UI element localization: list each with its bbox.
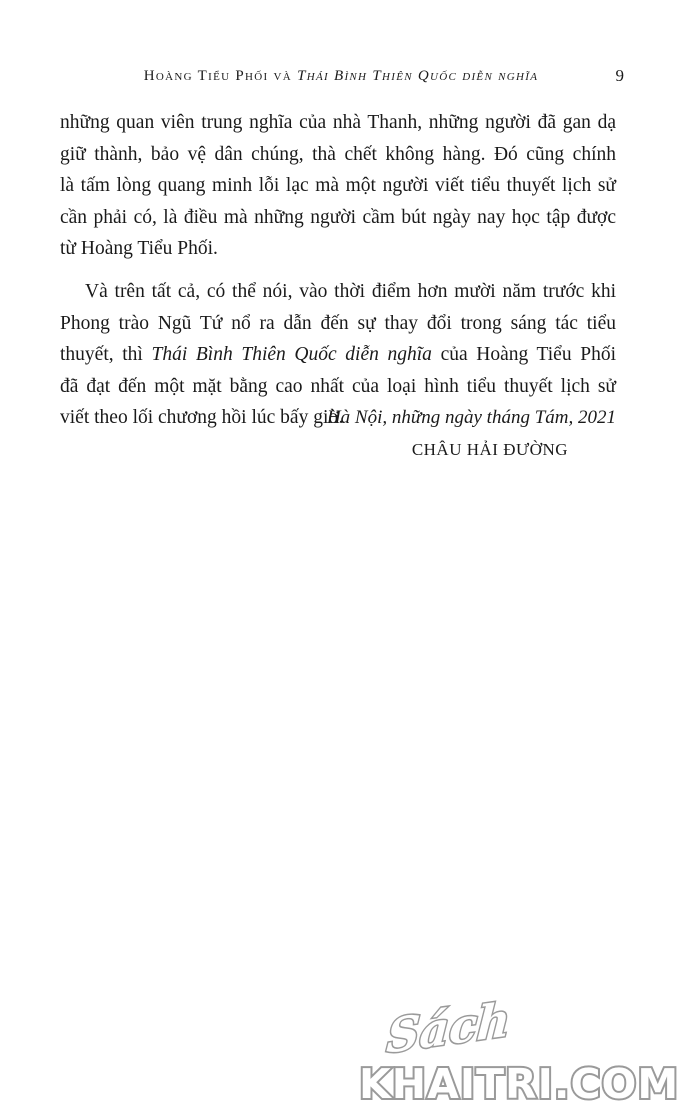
signoff-date: Hà Nội, những ngày tháng Tám, 2021 — [326, 407, 616, 428]
watermark-script-text: Sách — [385, 991, 513, 1064]
text-line: là tấm lòng quang minh lỗi lạc mà một người viết tiểu thuyết lịch sử — [60, 175, 616, 197]
paragraph-1 — [60, 107, 616, 265]
text-line-with-title — [60, 339, 616, 371]
watermark-wordmark: KHAITRI.COM — [359, 1060, 680, 1108]
signoff-author: CHÂU HẢI ĐƯỜNG — [411, 440, 568, 459]
watermark-logo — [345, 991, 685, 1110]
text-line: Và trên tất cả, có thể nói, vào thời điểm hơn mười năm trước khi — [85, 280, 616, 302]
text-fragment: của Hoàng Tiểu Phối — [440, 344, 616, 366]
text-fragment: thuyết, thì — [60, 344, 143, 366]
running-head-italic-title: Thái Bình Thiên Quốc diễn nghĩa — [297, 68, 539, 84]
page-number: 9 — [615, 66, 624, 85]
text-line: từ Hoàng Tiểu Phối. — [60, 238, 218, 260]
text-line: đã đạt đến một mặt bằng cao nhất của loại hình tiểu thuyết lịch sử — [60, 375, 616, 397]
text-line: cần phải có, là điều mà những người cầm bút ngày nay học tập được — [60, 206, 616, 228]
running-head — [60, 64, 622, 88]
running-head-plain: Hoàng Tiểu Phối và — [143, 68, 293, 84]
text-line: viết theo lối chương hồi lúc bấy giờ. — [60, 407, 344, 429]
text-line: giữ thành, bảo vệ dân chúng, thà chết không hàng. Đó cũng chính — [60, 143, 616, 165]
signoff — [327, 402, 616, 466]
book-title-italic: Thái Bình Thiên Quốc diễn nghĩa — [151, 344, 432, 366]
body-text — [60, 107, 616, 434]
text-line: Phong trào Ngũ Tứ nổ ra dẫn đến sự thay đổi trong sáng tác tiểu — [60, 312, 616, 334]
text-line: những quan viên trung nghĩa của nhà Thanh, những người đã gan dạ — [60, 112, 616, 133]
